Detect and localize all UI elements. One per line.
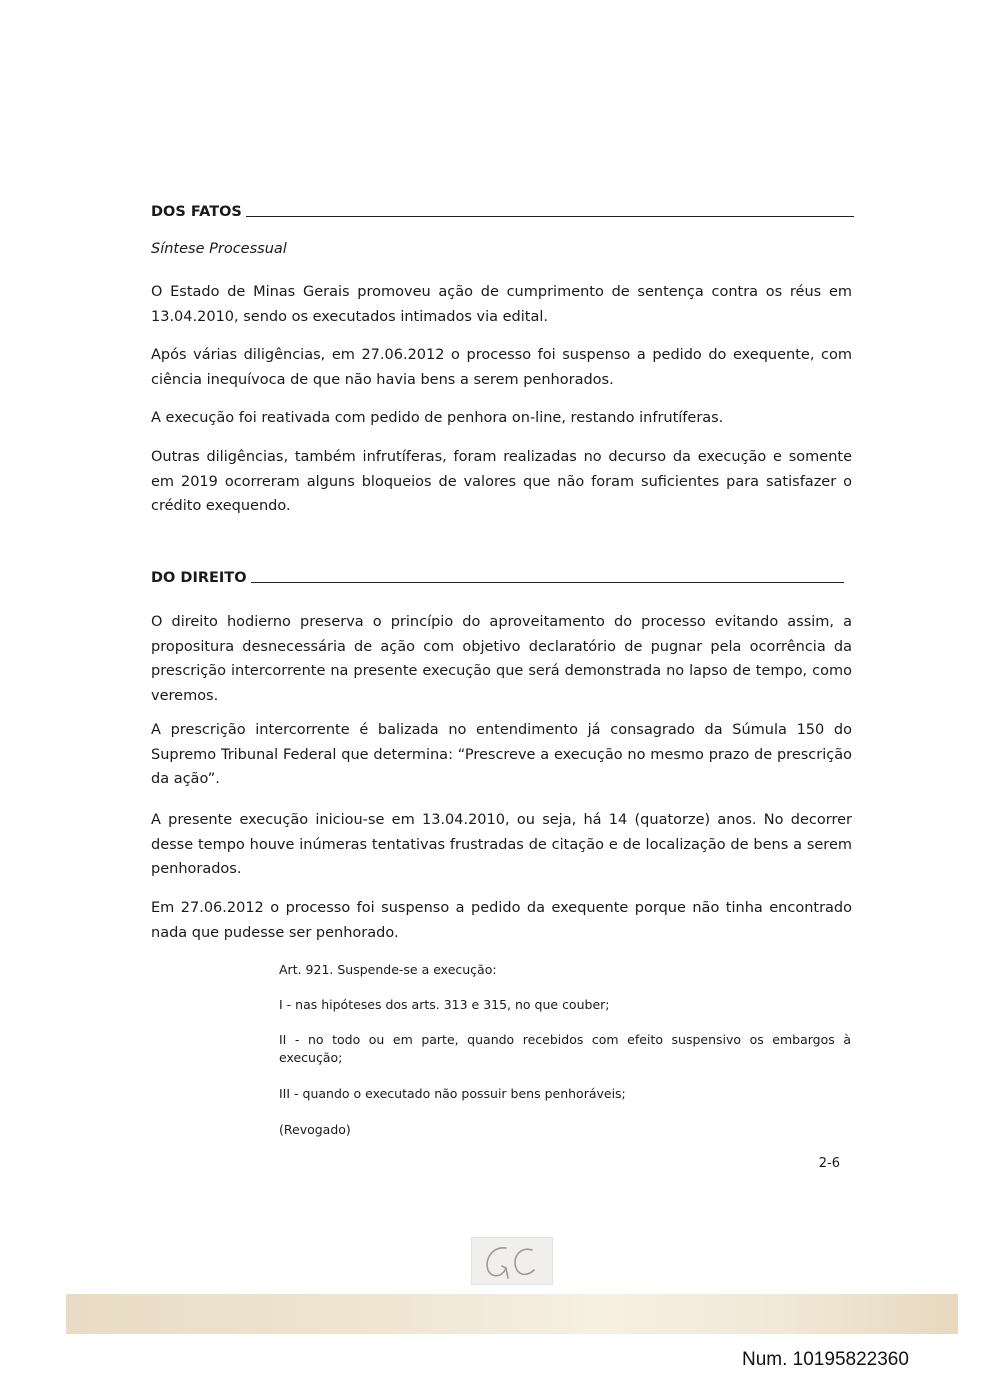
paragraph: O Estado de Minas Gerais promoveu ação de cumprimento de sentença contra os réus em 13.04.2010, sendo os executados intimados via edital.	[151, 284, 852, 325]
quote-line: Art. 921. Suspende-se a execução:	[279, 962, 497, 977]
section-title-fatos: DOS FATOS	[151, 204, 242, 220]
paragraph: A presente execução iniciou-se em 13.04.2010, ou seja, há 14 (quatorze) anos. No decorrer desse tempo houve inúmeras tentativas frustradas de citação e de localização de bens a serem penhorados.	[151, 812, 852, 877]
document-number: Num. 10195822360	[742, 1349, 909, 1370]
section-subtitle: Síntese Processual	[151, 241, 287, 257]
gc-monogram-logo-icon	[471, 1237, 553, 1285]
quote-line: I - nas hipóteses dos arts. 313 e 315, no que couber;	[279, 997, 610, 1012]
section-heading-direito	[151, 570, 844, 586]
footer-band	[66, 1294, 958, 1334]
section-heading-fatos	[151, 204, 854, 220]
paragraph: A execução foi reativada com pedido de penhora on-line, restando infrutíferas.	[151, 410, 724, 426]
paragraph: O direito hodierno preserva o princípio do aproveitamento do processo evitando assim, a propositura desnecessária de ação com objetivo declaratório de pugnar pela ocorrência da prescrição intercorrente na presente execução que será demonstrada no lapso de tempo, como veremos.	[151, 614, 852, 704]
section-title-direito: DO DIREITO	[151, 570, 247, 586]
quote-line: III - quando o executado não possuir bens penhoráveis;	[279, 1086, 626, 1101]
page-number: 2-6	[818, 1156, 840, 1171]
paragraph: Outras diligências, também infrutíferas, foram realizadas no decurso da execução e somente em 2019 ocorreram alguns bloqueios de valores que não foram suficientes para satisfazer o crédito exequendo.	[151, 449, 852, 514]
paragraph: Em 27.06.2012 o processo foi suspenso a pedido da exequente porque não tinha encontrado nada que pudesse ser penhorado.	[151, 900, 852, 941]
paragraph: Após várias diligências, em 27.06.2012 o processo foi suspenso a pedido do exequente, com ciência inequívoca de que não havia bens a serem penhorados.	[151, 347, 852, 388]
quote-line: (Revogado)	[279, 1122, 351, 1137]
heading-rule	[246, 216, 854, 217]
quote-line: II - no todo ou em parte, quando recebidos com efeito suspensivo os embargos à execução;	[279, 1032, 851, 1065]
paragraph: A prescrição intercorrente é balizada no entendimento já consagrado da Súmula 150 do Supremo Tribunal Federal que determina: “Prescreve a execução no mesmo prazo de prescrição da ação”.	[151, 722, 852, 787]
heading-rule	[251, 582, 844, 583]
